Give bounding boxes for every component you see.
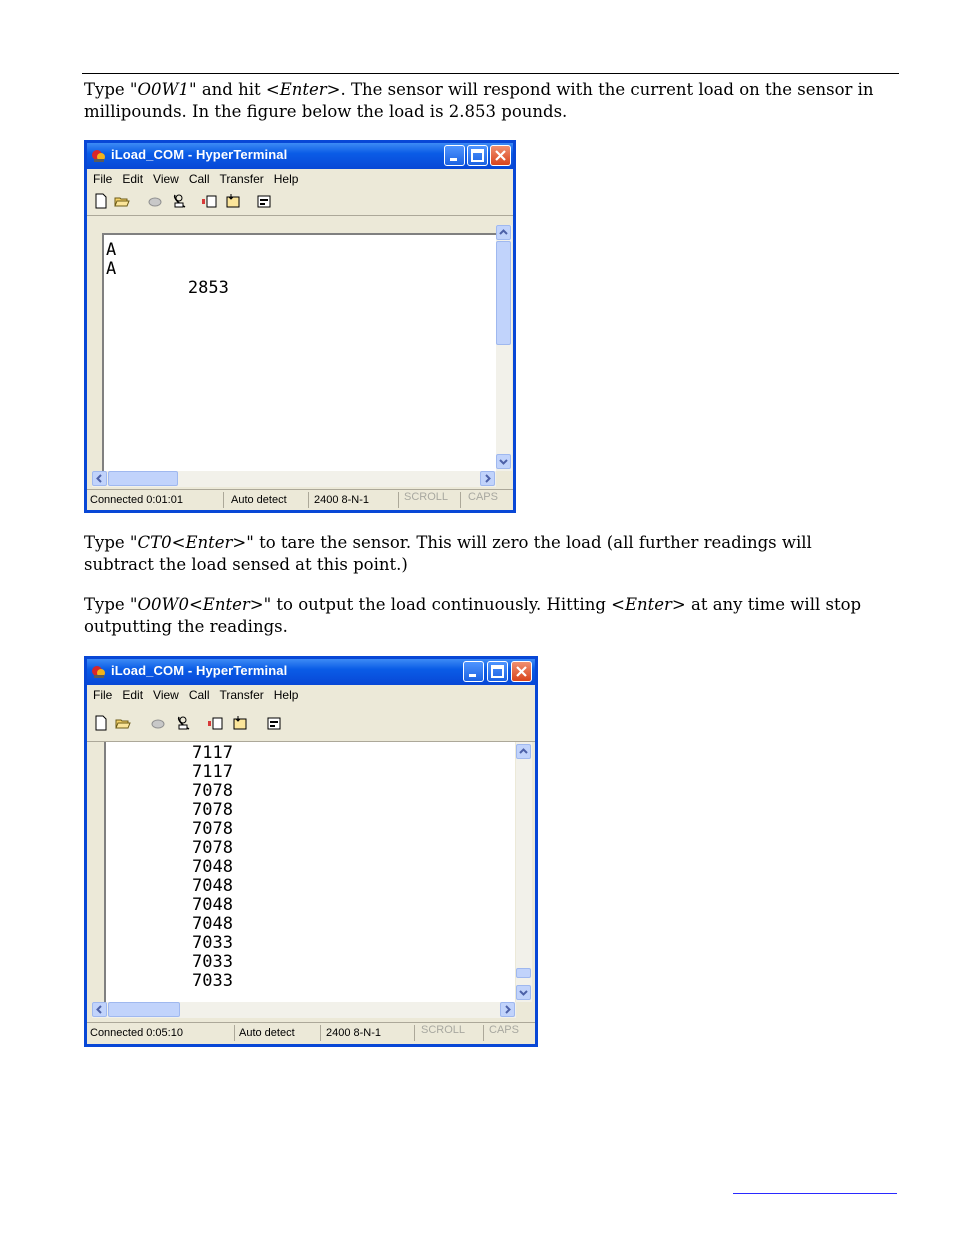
header-rule — [82, 73, 899, 74]
status-auto-detect: Auto detect — [239, 1027, 295, 1039]
status-caps: CAPS — [489, 1024, 519, 1036]
menu-view[interactable]: View — [153, 688, 179, 702]
chevron-up-icon — [497, 226, 510, 239]
status-port-settings: 2400 8-N-1 — [326, 1027, 382, 1039]
chevron-up-icon — [517, 745, 530, 758]
scroll-left-arrow[interactable] — [92, 1002, 107, 1017]
status-port-settings: 2400 8-N-1 — [314, 494, 370, 506]
status-divider — [223, 492, 224, 508]
vertical-scrollbar[interactable] — [516, 742, 532, 1002]
instruction-paragraph-3: Type "O0W0<Enter>" to output the load continuously. Hitting <Enter> at any time will stop outputting the readings. — [84, 595, 862, 636]
chevron-right-icon — [501, 1003, 514, 1016]
maximize-button[interactable] — [487, 661, 508, 682]
hyperterminal-app-icon — [91, 664, 107, 680]
window-title: iLoad_COM - HyperTerminal — [111, 663, 288, 678]
send-icon[interactable] — [207, 715, 223, 731]
menu-bar — [87, 685, 535, 705]
minimize-icon — [464, 662, 483, 681]
menu-edit[interactable]: Edit — [122, 688, 144, 702]
horizontal-scrollbar[interactable] — [92, 1002, 516, 1018]
scroll-up-arrow[interactable] — [496, 225, 511, 240]
chevron-left-icon — [93, 472, 106, 485]
terminal-line: 7117 — [192, 743, 233, 763]
vertical-scroll-thumb[interactable] — [496, 241, 511, 345]
vertical-scroll-thumb[interactable] — [516, 968, 531, 978]
status-divider — [460, 492, 461, 508]
status-divider — [308, 492, 309, 508]
instruction-paragraph-2: Type "CT0<Enter>" to tare the sensor. This will zero the load (all further readings will subtract the load sensed at this point.) — [84, 533, 812, 574]
open-folder-icon[interactable] — [114, 193, 130, 209]
footer-link-underline — [733, 1193, 897, 1194]
open-folder-icon[interactable] — [115, 715, 131, 731]
terminal-line: 7048 — [192, 876, 233, 896]
toolbar — [87, 189, 513, 216]
terminal-line: 7078 — [192, 819, 233, 839]
menu-edit[interactable]: Edit — [122, 172, 144, 186]
instruction-paragraph-1: Type "O0W1" and hit <Enter>. The sensor will respond with the current load on the sensor in millipounds. In the figure below the load is 2.853 pounds. — [84, 80, 874, 121]
toolbar — [87, 705, 535, 742]
menu-help[interactable]: Help — [273, 172, 299, 186]
close-button[interactable] — [511, 661, 532, 682]
status-auto-detect: Auto detect — [231, 494, 287, 506]
close-icon — [491, 146, 510, 165]
horizontal-scroll-thumb[interactable] — [108, 1002, 180, 1017]
horizontal-scrollbar[interactable] — [92, 471, 496, 487]
dial-phone-icon[interactable] — [175, 715, 191, 731]
status-connected: Connected 0:05:10 — [90, 1027, 183, 1039]
scroll-right-arrow[interactable] — [480, 471, 495, 486]
terminal-line: 7078 — [192, 838, 233, 858]
status-connected: Connected 0:01:01 — [90, 494, 183, 506]
disconnect-phone-icon[interactable] — [147, 193, 163, 209]
title-bar[interactable] — [87, 143, 513, 169]
menu-transfer[interactable]: Transfer — [219, 688, 264, 702]
terminal-line: 7048 — [192, 857, 233, 877]
terminal-line: 7033 — [192, 971, 233, 991]
terminal-line: 7033 — [192, 952, 233, 972]
hyperterminal-window-2 — [84, 656, 538, 1047]
receive-icon[interactable] — [232, 715, 248, 731]
terminal-line: A — [106, 259, 117, 279]
menu-file[interactable]: File — [93, 172, 113, 186]
terminal-line: A — [106, 240, 117, 260]
status-caps: CAPS — [468, 491, 498, 503]
status-divider — [483, 1025, 484, 1041]
status-divider — [398, 492, 399, 508]
terminal-line: 7048 — [192, 914, 233, 934]
scroll-right-arrow[interactable] — [500, 1002, 515, 1017]
menu-file[interactable]: File — [93, 688, 113, 702]
receive-icon[interactable] — [225, 193, 241, 209]
title-bar[interactable] — [87, 659, 535, 685]
hyperterminal-app-icon — [91, 148, 107, 164]
scroll-down-arrow[interactable] — [496, 454, 511, 469]
dial-phone-icon[interactable] — [171, 193, 187, 209]
minimize-icon — [445, 146, 464, 165]
properties-icon[interactable] — [256, 193, 272, 209]
maximize-icon — [468, 146, 487, 165]
terminal-line: 7078 — [192, 800, 233, 820]
status-divider — [234, 1025, 235, 1041]
terminal-line: 7078 — [192, 781, 233, 801]
status-divider — [414, 1025, 415, 1041]
maximize-icon — [488, 662, 507, 681]
scroll-down-arrow[interactable] — [516, 985, 531, 1000]
menu-help[interactable]: Help — [273, 688, 299, 702]
properties-icon[interactable] — [266, 715, 282, 731]
window-title: iLoad_COM - HyperTerminal — [111, 147, 288, 162]
menu-bar — [87, 169, 513, 189]
chevron-right-icon — [481, 472, 494, 485]
status-bar — [87, 1022, 535, 1043]
terminal-line: 7048 — [192, 895, 233, 915]
status-scroll: SCROLL — [404, 491, 449, 503]
send-icon[interactable] — [201, 193, 217, 209]
scroll-up-arrow[interactable] — [516, 744, 531, 759]
chevron-down-icon — [517, 986, 530, 999]
close-button[interactable] — [490, 145, 511, 166]
menu-call[interactable]: Call — [188, 688, 210, 702]
maximize-button[interactable] — [467, 145, 488, 166]
chevron-left-icon — [93, 1003, 106, 1016]
close-icon — [512, 662, 531, 681]
horizontal-scroll-thumb[interactable] — [108, 471, 178, 486]
menu-transfer[interactable]: Transfer — [219, 172, 264, 186]
status-divider — [320, 1025, 321, 1041]
chevron-down-icon — [497, 455, 510, 468]
disconnect-phone-icon[interactable] — [150, 715, 166, 731]
menu-call[interactable]: Call — [188, 172, 210, 186]
hyperterminal-window-1 — [84, 140, 516, 513]
status-scroll: SCROLL — [421, 1024, 466, 1036]
terminal-line: 2853 — [106, 278, 229, 298]
new-file-icon[interactable] — [93, 193, 109, 209]
terminal-line: 7117 — [192, 762, 233, 782]
terminal-line: 7033 — [192, 933, 233, 953]
status-bar — [87, 489, 513, 510]
vertical-scrollbar[interactable] — [496, 225, 512, 471]
new-file-icon[interactable] — [93, 715, 109, 731]
menu-view[interactable]: View — [153, 172, 179, 186]
minimize-button[interactable] — [444, 145, 465, 166]
minimize-button[interactable] — [463, 661, 484, 682]
scroll-left-arrow[interactable] — [92, 471, 107, 486]
terminal-output-area[interactable] — [104, 742, 515, 1002]
terminal-output-area[interactable] — [102, 233, 496, 471]
